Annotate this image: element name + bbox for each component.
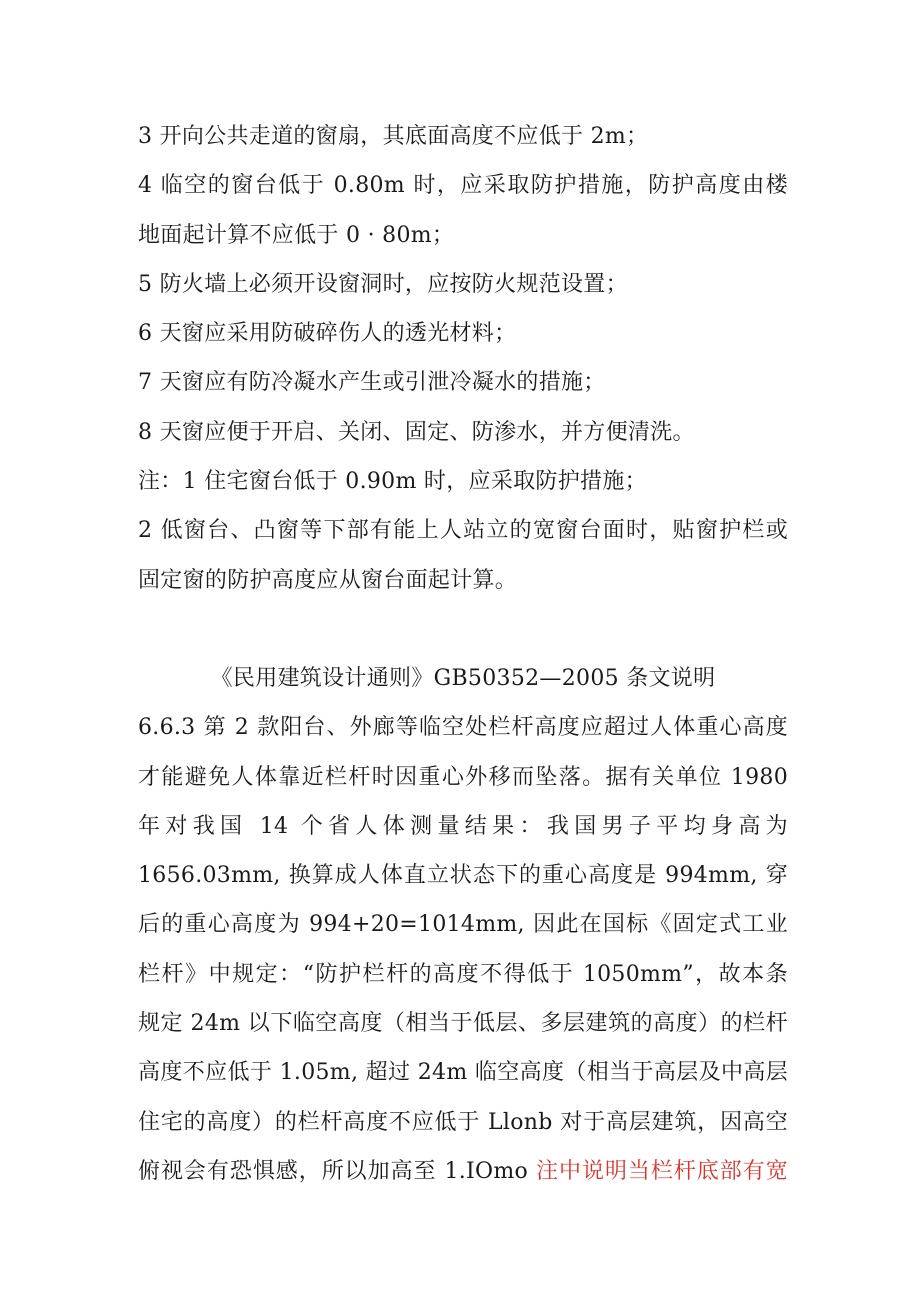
highlighted-note-text: 注中说明当栏杆底部有宽 <box>536 1158 788 1184</box>
text-line: 才能避免人体靠近栏杆时因重心外移而坠落。据有关单位 1980 <box>138 764 788 790</box>
note-line: 固定窗的防护高度应从窗台面起计算。 <box>138 567 518 593</box>
text-segment: 俯视会有恐惧感，所以加高至 1.IOmo <box>138 1158 537 1184</box>
section-gap <box>138 605 788 654</box>
text-line: 后的重心高度为 994+20=1014mm, 因此在国标《固定式工业 <box>138 912 788 938</box>
text-line: 住宅的高度）的栏杆高度不应低于 Llonb 对于高层建筑，因高空 <box>138 1109 788 1135</box>
text-line: 规定 24m 以下临空高度（相当于低层、多层建筑的高度）的栏杆 <box>138 1011 788 1037</box>
text-line: 栏杆》中规定：“防护栏杆的高度不得低于 1050mm”，故本条 <box>138 961 788 987</box>
text-line: 6.6.3 第 2 款阳台、外廊等临空处栏杆高度应超过人体重心高度 <box>138 715 788 741</box>
text-line: 6 天窗应采用防破碎伤人的透光材料； <box>138 321 517 347</box>
text-line-last <box>138 1147 788 1196</box>
text-line: 地面起计算不应低于 0 · 80m； <box>138 222 455 248</box>
text-line: 8 天窗应便于开启、关闭、固定、防渗水，并方便清洗。 <box>138 419 695 445</box>
section-window-rules <box>138 112 788 605</box>
text-line: 7 天窗应有防冷凝水产生或引泄冷凝水的措施； <box>138 370 606 396</box>
note-line: 注：1 住宅窗台低于 0.90m 时，应采取防护措施； <box>138 469 647 495</box>
note-line: 2 低窗台、凸窗等下部有能上人站立的宽窗台面时，贴窗护栏或 <box>138 518 788 544</box>
text-line: 5 防火墙上必须开设窗洞时，应按防火规范设置； <box>138 271 628 297</box>
text-line: 4 临空的窗台低于 0.80m 时，应采取防护措施，防护高度由楼 <box>138 173 788 199</box>
text-line: 高度不应低于 1.05m, 超过 24m 临空高度（相当于高层及中高层 <box>138 1060 788 1086</box>
section-heading: 《民用建筑设计通则》GB50352—2005 条文说明 <box>210 665 716 691</box>
text-line: 3 开向公共走道的窗扇，其底面高度不应低于 2m； <box>138 124 649 149</box>
text-line: 1656.03mm, 换算成人体直立状态下的重心高度是 994mm, 穿 <box>138 863 788 889</box>
section-code-explanation <box>138 654 788 1196</box>
text-line: 年对我国 14 个省人体测量结果：我国男子平均身高为 <box>138 813 788 839</box>
document-page <box>138 112 788 1196</box>
